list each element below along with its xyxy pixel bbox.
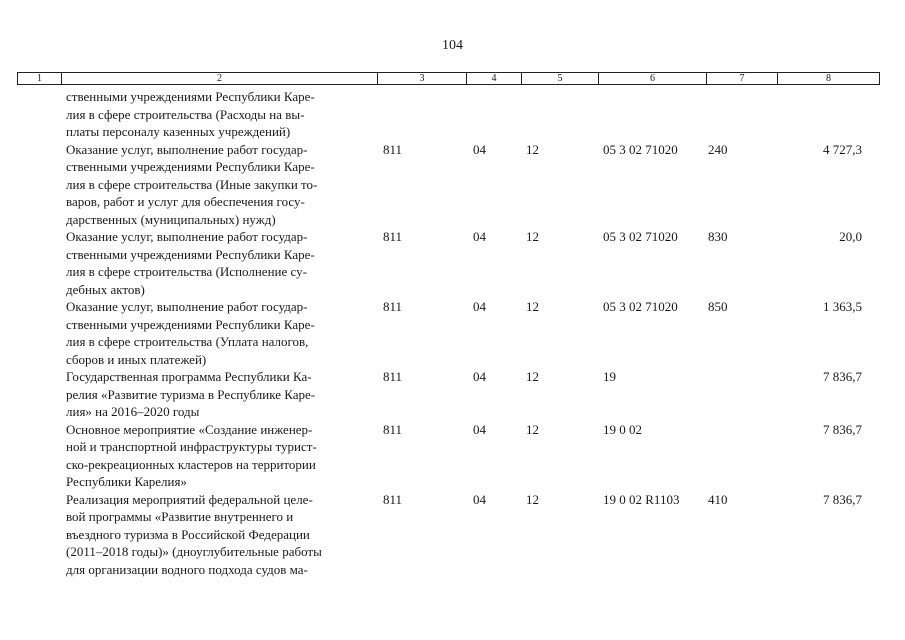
table-row [0, 298, 905, 368]
table-header [17, 72, 880, 85]
row-target-article: 19 [603, 369, 616, 384]
row-target-article: 05 3 02 71020 [603, 229, 678, 244]
row-subsection: 12 [526, 229, 539, 244]
column-header-1: 1 [18, 73, 62, 84]
row-admin-code: 811 [383, 229, 403, 244]
row-expense-type: 830 [708, 229, 728, 244]
row-section: 04 [473, 491, 486, 507]
row-subsection: 12 [526, 491, 539, 507]
table-row [0, 88, 905, 141]
row-admin-code: 811 [383, 491, 403, 507]
row-section: 04 [473, 369, 486, 384]
row-target-article: 19 0 02 [603, 421, 642, 437]
row-amount: 1 363,5 [823, 299, 862, 314]
row-section: 04 [473, 229, 486, 244]
table-row [0, 421, 905, 491]
row-description: Основное мероприятие «Создание инженер- ной и транспортной инфраструктуры турист- ско-рекреационных кластеров на территории Республики Карелия» [66, 421, 317, 489]
row-description: Государственная программа Республики Ка- релия «Развитие туризма в Республике Каре- лия» на 2016–2020 годы [66, 369, 316, 419]
row-section: 04 [473, 141, 486, 157]
row-expense-type: 410 [708, 491, 728, 507]
row-subsection: 12 [526, 141, 539, 157]
row-amount: 7 836,7 [823, 369, 862, 384]
row-amount: 20,0 [839, 229, 862, 244]
column-header-8: 8 [826, 73, 831, 84]
row-description: Оказание услуг, выполнение работ государ- ственными учреждениями Республики Каре- лия в сфере строительства (Исполнение су- дебных актов) [66, 229, 315, 297]
table-row [0, 368, 905, 421]
column-header-7: 7 [707, 73, 778, 84]
row-description: Реализация мероприятий федеральной целе- вой программы «Развитие внутреннего и въездного туризма в Российской Федерации (2011–2018 годы)» (дноуглубительные работы для организации водного подхода судов ма- [66, 491, 322, 577]
column-header-5: 5 [522, 73, 599, 84]
table-row [0, 228, 905, 298]
row-subsection: 12 [526, 421, 539, 437]
row-admin-code: 811 [383, 369, 403, 384]
row-admin-code: 811 [383, 299, 403, 314]
row-description: ственными учреждениями Республики Каре- лия в сфере строительства (Расходы на вы- платы персоналу казенных учреждений) [66, 89, 315, 139]
row-amount: 7 836,7 [823, 491, 862, 507]
row-admin-code: 811 [383, 141, 403, 157]
row-description: Оказание услуг, выполнение работ государ- ственными учреждениями Республики Каре- лия в сфере строительства (Уплата налогов, сборов и иных платежей) [66, 299, 315, 367]
row-expense-type: 850 [708, 299, 728, 314]
column-header-6: 6 [599, 73, 707, 84]
column-header-3: 3 [378, 73, 467, 84]
table-body [0, 88, 905, 578]
column-header-4: 4 [467, 73, 522, 84]
row-expense-type: 240 [708, 141, 728, 157]
row-section: 04 [473, 299, 486, 314]
row-admin-code: 811 [383, 421, 403, 437]
row-target-article: 05 3 02 71020 [603, 299, 678, 314]
page-number: 104 [442, 38, 463, 53]
row-target-article: 05 3 02 71020 [603, 141, 678, 157]
row-subsection: 12 [526, 369, 539, 384]
row-subsection: 12 [526, 299, 539, 314]
row-target-article: 19 0 02 R1103 [603, 491, 680, 507]
row-amount: 4 727,3 [823, 141, 862, 157]
row-section: 04 [473, 421, 486, 437]
table-row [0, 491, 905, 579]
row-amount: 7 836,7 [823, 421, 862, 437]
table-row [0, 141, 905, 229]
column-header-2: 2 [62, 73, 378, 84]
row-description: Оказание услуг, выполнение работ государ- ственными учреждениями Республики Каре- лия в сфере строительства (Иные закупки то- варов, работ и услуг для обеспечения госу- дарственных (муниципальных) нужд) [66, 141, 318, 227]
